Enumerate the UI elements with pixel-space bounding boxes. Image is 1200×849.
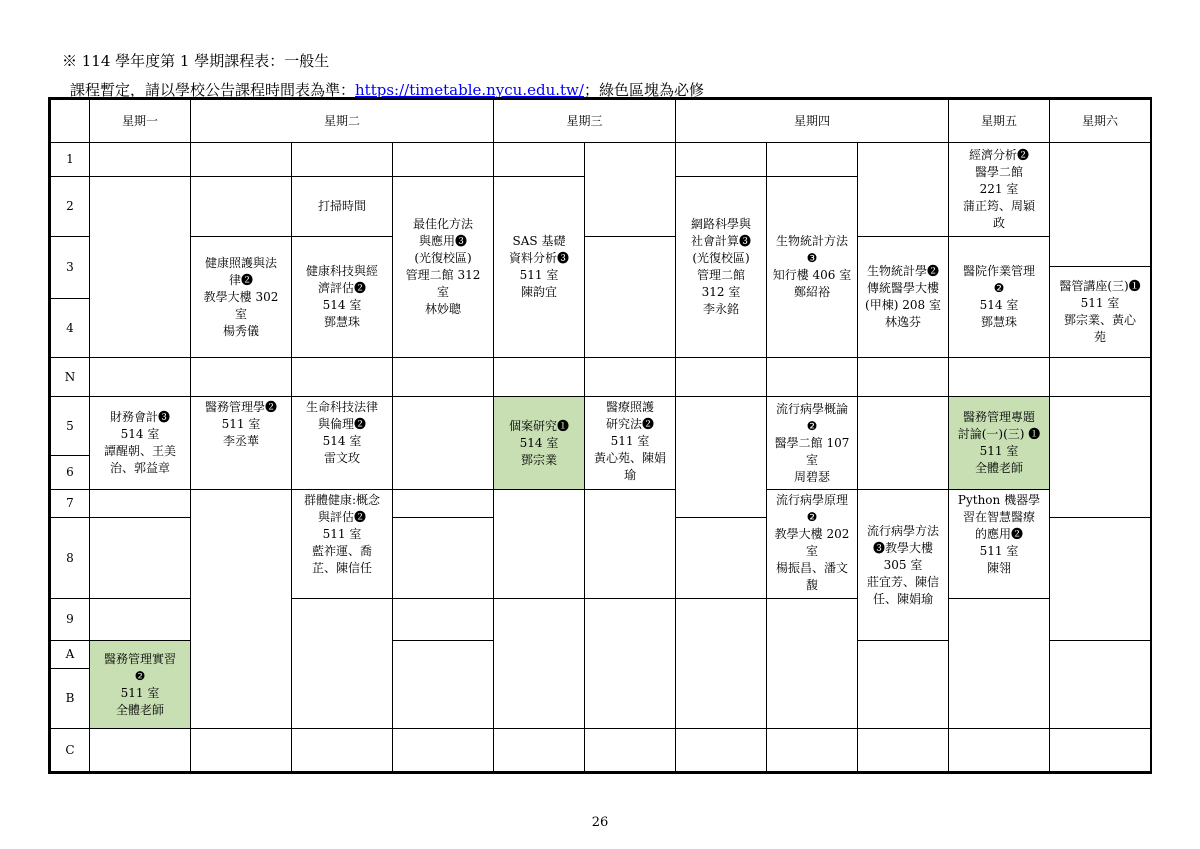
period-label: A	[50, 640, 90, 669]
course-line: 511 室	[221, 417, 261, 431]
empty-slot	[1049, 396, 1151, 518]
day-header: 星期三	[493, 99, 676, 143]
empty-slot	[89, 598, 191, 641]
empty-slot	[766, 357, 858, 397]
course-line: (甲棟) 208 室	[865, 298, 941, 312]
empty-slot	[190, 728, 292, 772]
course-line: 陳韵宜	[520, 285, 557, 299]
course-line: 全體老師	[974, 461, 1023, 475]
course-line: Python 機器學	[957, 493, 1041, 507]
timetable-link[interactable]: https://timetable.nycu.edu.tw/	[355, 81, 584, 99]
day-header: 星期一	[89, 99, 191, 143]
empty-slot	[89, 357, 191, 397]
course-line: 醫學二館	[974, 165, 1023, 179]
empty-slot	[1049, 728, 1151, 772]
course-line: 傳統醫學大樓	[866, 281, 939, 295]
course-line: 知行樓 406 室	[772, 268, 852, 282]
empty-slot	[190, 357, 292, 397]
course-cell	[291, 396, 393, 490]
course-line: 的應用❷	[974, 527, 1023, 541]
empty-slot	[675, 357, 767, 397]
course-line: 律❷	[228, 272, 253, 287]
corner-cell	[50, 99, 90, 143]
course-line: 資料分析❸	[508, 251, 569, 265]
course-line: 蒲正筠、周穎	[962, 199, 1035, 213]
period-label: 5	[50, 396, 90, 456]
empty-slot	[89, 728, 191, 772]
course-line: 最佳化方法	[412, 217, 473, 231]
course-line: 群體健康:概念	[303, 493, 381, 507]
course-line: 醫學二館 107	[774, 435, 850, 450]
course-line: 流行病學原理	[775, 493, 848, 507]
empty-slot	[675, 728, 767, 772]
empty-slot	[493, 728, 585, 772]
course-line: 藍祚運、喬	[311, 544, 372, 558]
empty-slot	[584, 598, 676, 729]
course-cell	[190, 236, 292, 358]
course-line: 與倫理❷	[317, 417, 366, 431]
course-line: 莊宜芳、陳信	[866, 574, 939, 589]
course-cell	[1049, 266, 1151, 358]
course-line: 李丞華	[222, 434, 259, 448]
course-line: 511 室	[610, 434, 650, 448]
course-line: 鄧宗業	[520, 452, 557, 467]
period-label: 2	[50, 176, 90, 237]
period-label: 3	[50, 236, 90, 299]
period-label: 9	[50, 598, 90, 641]
course-cell	[89, 396, 191, 490]
empty-slot	[948, 357, 1050, 397]
course-cell	[766, 489, 858, 599]
course-line: 教學大樓 202	[774, 527, 850, 541]
empty-slot	[857, 640, 949, 729]
course-line: 楊秀儀	[222, 323, 259, 338]
course-line: ❷	[134, 668, 146, 683]
course-line: 管理二館	[696, 268, 745, 282]
empty-slot	[857, 142, 949, 237]
course-line: 黃心苑、陳娟	[593, 451, 666, 465]
empty-slot	[190, 489, 292, 729]
course-line: 生物統計學❷	[866, 264, 939, 278]
empty-slot	[857, 396, 949, 490]
empty-slot	[1049, 142, 1151, 267]
course-cell	[291, 176, 393, 237]
course-cell	[675, 176, 767, 358]
course-line: 醫院作業管理	[962, 264, 1035, 278]
empty-slot	[190, 176, 292, 237]
empty-slot	[675, 396, 767, 518]
empty-slot	[291, 142, 393, 177]
day-header: 星期二	[190, 99, 494, 143]
course-line: 健康照護與法	[204, 255, 277, 270]
course-line: 瑜	[623, 468, 636, 482]
empty-slot	[766, 598, 858, 729]
empty-slot	[1049, 517, 1151, 641]
empty-slot	[392, 598, 494, 641]
course-line: 任、陳娟瑜	[872, 591, 933, 606]
empty-slot	[584, 236, 676, 358]
course-line: 健康科技與經	[305, 264, 378, 278]
empty-slot	[766, 728, 858, 772]
empty-slot	[857, 728, 949, 772]
course-line: 鄧宗業、黃心	[1063, 313, 1136, 327]
course-line: 室	[436, 285, 449, 299]
course-line: 醫務管理實習	[103, 651, 176, 666]
day-header: 星期五	[948, 99, 1050, 143]
empty-slot	[291, 728, 393, 772]
empty-slot	[392, 396, 494, 490]
course-line: 511 室	[519, 268, 559, 282]
empty-slot	[584, 728, 676, 772]
course-line: 社會計算❸	[690, 234, 751, 248]
course-line: 馥	[805, 578, 818, 592]
empty-slot	[1049, 357, 1151, 397]
course-line: 管理二館 312	[405, 268, 481, 282]
course-line: ❷	[993, 281, 1005, 295]
course-line: 511 室	[120, 685, 160, 700]
empty-slot	[493, 357, 585, 397]
course-line: 林妙聰	[424, 302, 461, 316]
course-line: 政	[992, 216, 1005, 230]
course-line: 醫管講座(三)❶	[1059, 279, 1141, 293]
course-line: 511 室	[1080, 296, 1120, 310]
course-line: 514 室	[979, 298, 1019, 312]
course-line: 室	[805, 452, 818, 467]
course-line: 與應用❸	[418, 234, 467, 248]
course-cell	[89, 640, 191, 729]
course-line: 林逸芬	[884, 315, 921, 329]
course-line: 李永銘	[702, 302, 739, 316]
period-label: C	[50, 728, 90, 772]
course-cell	[948, 396, 1050, 490]
empty-slot	[584, 357, 676, 397]
course-line: 楊振昌、潘文	[775, 561, 848, 575]
empty-slot	[675, 142, 767, 177]
empty-slot	[392, 517, 494, 599]
course-cell	[493, 176, 585, 358]
course-line: ❸	[806, 251, 818, 265]
course-line: 全體老師	[115, 702, 164, 717]
empty-slot	[493, 598, 585, 729]
period-label: 1	[50, 142, 90, 177]
notice-suffix: ；綠色區塊為必修	[583, 81, 704, 99]
course-cell	[766, 176, 858, 358]
empty-slot	[392, 357, 494, 397]
empty-slot	[857, 357, 949, 397]
course-line: 514 室	[120, 427, 160, 441]
empty-slot	[675, 517, 767, 599]
notice-prefix: 課程暫定，請以學校公告課程時間表為準：	[70, 81, 356, 99]
empty-slot	[584, 142, 676, 237]
course-cell	[291, 236, 393, 358]
course-line: 治、郭益章	[109, 461, 170, 475]
empty-slot	[675, 598, 767, 729]
empty-slot	[766, 142, 858, 177]
course-line: 室	[234, 306, 247, 321]
course-line: 514 室	[519, 435, 559, 450]
course-cell	[291, 489, 393, 599]
empty-slot	[291, 357, 393, 397]
empty-slot	[493, 142, 585, 177]
course-line: 305 室	[883, 557, 923, 572]
day-header: 星期六	[1049, 99, 1151, 143]
course-cell	[190, 396, 292, 490]
course-cell	[948, 489, 1050, 599]
course-line: 514 室	[322, 434, 362, 448]
course-line: SAS 基礎	[512, 234, 566, 248]
course-line: ❸教學大樓	[872, 540, 933, 555]
course-line: 流行病學概論	[775, 401, 848, 416]
period-label: N	[50, 357, 90, 397]
empty-slot	[493, 489, 585, 599]
period-label: 4	[50, 298, 90, 358]
course-line: (光復校區)	[692, 251, 750, 265]
empty-slot	[392, 489, 494, 518]
empty-slot	[89, 517, 191, 599]
period-label: B	[50, 668, 90, 729]
course-line: 濟評估❷	[317, 281, 366, 295]
course-line: 流行病學方法	[866, 523, 939, 538]
empty-slot	[948, 728, 1050, 772]
course-line: 生物統計方法	[775, 234, 848, 248]
course-cell	[857, 236, 949, 358]
course-line: 醫務管理學❷	[204, 400, 277, 414]
course-line: 譚醒朝、王美	[103, 444, 176, 458]
empty-slot	[584, 489, 676, 599]
course-line: 514 室	[322, 298, 362, 312]
empty-slot	[291, 598, 393, 729]
course-line: 鄧慧珠	[323, 315, 360, 329]
course-line: 討論(一)(三) ❶	[957, 427, 1041, 441]
course-cell	[392, 176, 494, 358]
page-title: ※ 114 學年度第 1 學期課程表：一般生	[62, 52, 330, 70]
course-cell	[857, 489, 949, 641]
course-line: 鄧慧珠	[980, 315, 1017, 329]
course-line: ❷	[806, 418, 818, 433]
course-line: 研究法❷	[605, 417, 654, 431]
course-line: 221 室	[979, 182, 1019, 196]
empty-slot	[392, 728, 494, 772]
course-line: ❷	[806, 510, 818, 524]
course-line: 芷、陳信任	[311, 561, 372, 575]
course-line: 雷文玫	[323, 451, 360, 465]
course-line: 財務會計❸	[109, 410, 170, 424]
course-line: 習在智慧醫療	[962, 510, 1035, 524]
empty-slot	[392, 142, 494, 177]
course-cell	[948, 142, 1050, 237]
empty-slot	[948, 598, 1050, 729]
empty-slot	[1049, 640, 1151, 729]
course-cell	[948, 236, 1050, 358]
course-line: 個案研究❶	[508, 418, 569, 433]
course-line: 室	[805, 544, 818, 558]
course-line: 周碧瑟	[793, 469, 830, 484]
empty-slot	[190, 142, 292, 177]
course-line: 教學大樓 302	[203, 289, 279, 304]
course-line: 苑	[1093, 330, 1106, 344]
day-header: 星期四	[675, 99, 949, 143]
period-label: 7	[50, 489, 90, 518]
course-line: 與評估❷	[317, 510, 366, 524]
course-line: 511 室	[322, 527, 362, 541]
course-cell	[493, 396, 585, 490]
course-line: 312 室	[701, 285, 741, 299]
course-line: 經濟分析❷	[968, 148, 1029, 162]
course-line: (光復校區)	[414, 251, 472, 265]
page-number: 26	[591, 815, 609, 830]
course-line: 511 室	[979, 444, 1019, 458]
course-cell	[766, 396, 858, 490]
course-line: 打掃時間	[317, 199, 366, 213]
course-line: 醫務管理專題	[962, 410, 1035, 424]
course-line: 511 室	[979, 544, 1019, 558]
course-line: 網路科學與	[690, 217, 751, 231]
empty-slot	[392, 640, 494, 729]
course-cell	[584, 396, 676, 490]
empty-slot	[89, 176, 191, 358]
course-line: 陳翎	[986, 561, 1011, 575]
course-line: 生命科技法律	[305, 400, 378, 414]
course-line: 醫療照護	[605, 400, 654, 414]
period-label: 6	[50, 455, 90, 490]
empty-slot	[89, 142, 191, 177]
period-label: 8	[50, 517, 90, 599]
course-line: 鄭紹裕	[793, 285, 830, 299]
